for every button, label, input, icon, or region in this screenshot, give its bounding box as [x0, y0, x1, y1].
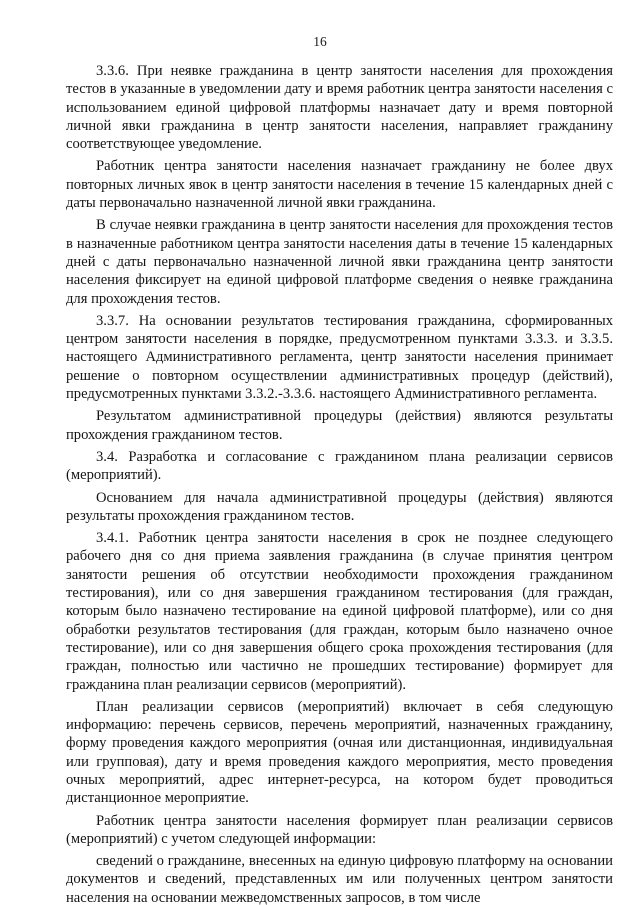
paragraph-3-3-6: 3.3.6. При неявке гражданина в центр занятости населения для прохождения тестов в указанные в уведомлении дату и время работник центра занятости населения с использованием единой цифровой платформы назначает дату и время повторной личной явки гражданина в центр занятости населения, направляет гражданину соответствующее уведомление. [66, 63, 613, 153]
paragraph-citizen-info: сведений о гражданине, внесенных на единую цифровую платформу на основании документов и сведений, представленных им или полученных центром занятости населения на основании межведомственных запросов, в том числе [66, 853, 613, 905]
page-body [66, 62, 613, 905]
paragraph-plan-formation: Работник центра занятости населения формирует план реализации сервисов (мероприятий) с учетом следующей информации: [66, 812, 613, 847]
paragraph-3-4: 3.4. Разработка и согласование с гражданином плана реализации сервисов (мероприятий). [66, 448, 613, 484]
page-number: 16 [313, 34, 327, 49]
paragraph-plan-contents: План реализации сервисов (мероприятий) включает в себя следующую информацию: перечень сервисов, перечень мероприятий, назначенных гражданину, форму проведения каждого мероприятия (очная или дистанционная, индивидуальная или групповая), дату и время проведения каждого мероприятия, место проведения очных мероприятий, адрес интернет-ресурса, на котором будет проводиться дистанционное мероприятие. [66, 698, 613, 807]
paragraph-repeat-visits: Работник центра занятости населения назначает гражданину не более двух повторных личных явок в центр занятости населения в течение 15 календарных дней с даты первоначально назначенной личной явки гражданина. [66, 158, 613, 212]
paragraph-no-show: В случае неявки гражданина в центр занятости населения для прохождения тестов в назначенные работником центра занятости населения даты в течение 15 календарных дней с даты первоначально назначенной личной явки гражданина центр занятости населения фиксирует на единой цифровой платформе сведения о неявке гражданина для прохождения тестов. [66, 217, 613, 307]
paragraph-3-3-7: 3.3.7. На основании результатов тестирования гражданина, сформированных центром занятости населения в порядке, предусмотренном пунктами 3.3.3. и 3.3.5. настоящего Административного регламента, центр занятости населения принимает решение о повторном осуществлении административных процедур (действий), предусмотренных пунктами 3.3.2.-3.3.6. настоящего Административного регламента. [66, 312, 613, 403]
paragraph-3-4-1: 3.4.1. Работник центра занятости населения в срок не позднее следующего рабочего дня со дня приема заявления гражданина (в случае принятия центром занятости решения об отсутствии необходимости прохождения гражданином тестирования), или со дня завершения гражданином тестирования (для граждан, которым было назначено тестирование на единой цифровой платформе), или со дня обработки результатов тестирования (для граждан, которым было назначено очное тестирование), или со дня завершения общего срока прохождения тестирования (для граждан, полностью или частично не прошедших тестирование) формирует для гражданина план реализации сервисов (мероприятий). [66, 530, 613, 693]
paragraph-procedure-result: Результатом административной процедуры (действия) являются результаты прохождения гражданином тестов. [66, 408, 613, 443]
paragraph-procedure-basis: Основанием для начала административной процедуры (действия) являются результаты прохождения гражданином тестов. [66, 489, 613, 524]
